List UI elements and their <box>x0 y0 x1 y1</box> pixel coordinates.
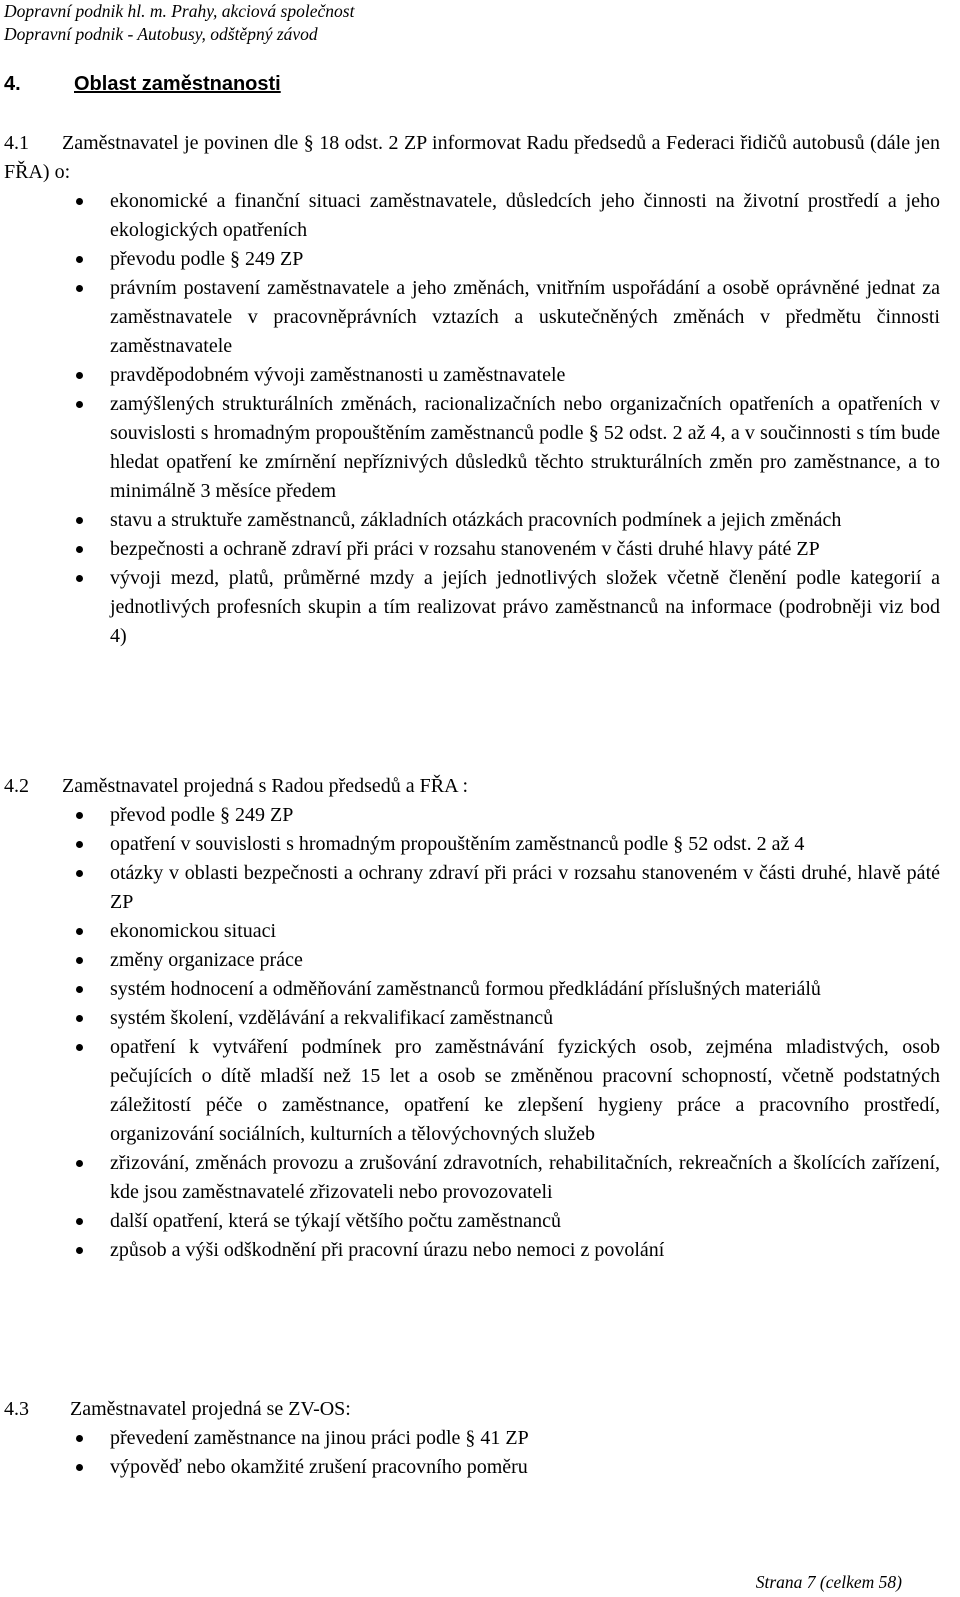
page-header <box>4 0 354 46</box>
subsection-4-1 <box>4 129 940 651</box>
list-item-text: zamýšlených strukturálních změnách, racionalizačních nebo organizačních opatřeních a opatřeních v souvislosti s hromadným propouštěním zaměstnanců podle § 52 odst. 2 až 4, a v součinnosti s tím bude hledat opatření ke zmírnění nepříznivých důsledků těchto strukturálních změn pro zaměstnance, a to minimálně 3 měsíce předem <box>110 393 940 502</box>
list-item <box>4 274 940 361</box>
header-company: Dopravní podnik hl. m. Prahy, akciová společnost <box>4 1 355 21</box>
list-item-text: převedení zaměstnance na jinou práci podle § 41 ZP <box>110 1427 529 1449</box>
bullet-icon <box>76 1218 83 1225</box>
list-item <box>4 1236 940 1265</box>
list-item-text: další opatření, která se týkají většího počtu zaměstnanců <box>110 1210 561 1232</box>
list-item-text: otázky v oblasti bezpečnosti a ochrany zdraví při práci v rozsahu stanoveném v části druhé, hlavě páté ZP <box>110 862 940 913</box>
bullet-icon <box>76 1247 83 1254</box>
list-item <box>4 506 940 535</box>
bullet-list <box>4 1424 940 1482</box>
bullet-icon <box>76 256 83 263</box>
list-item-text: opatření k vytváření podmínek pro zaměstnávání fyzických osob, zejména mladistvých, osob pečujících o dítě mladší než 15 let a osob se změněnou pracovní schopností, včetně podstatných záležitostí péče o zaměstnance, opatření ke zlepšení hygieny práce a pracovního prostředí, organizování sociálních, kulturních a tělovýchovných služeb <box>110 1036 940 1145</box>
bullet-icon <box>76 957 83 964</box>
list-item <box>4 245 940 274</box>
list-item <box>4 830 940 859</box>
bullet-list <box>4 187 940 651</box>
bullet-icon <box>76 1044 83 1051</box>
subsection-text: Zaměstnavatel projedná se ZV-OS: <box>70 1398 351 1420</box>
subsection-number: 4.1 <box>4 132 29 154</box>
subsection-heading <box>4 1395 940 1424</box>
section-number: 4. <box>4 73 21 95</box>
bullet-icon <box>76 285 83 292</box>
section-heading <box>4 71 281 97</box>
list-item <box>4 187 940 245</box>
subsection-4-2 <box>4 772 940 1265</box>
list-item-text: opatření v souvislosti s hromadným propouštěním zaměstnanců podle § 52 odst. 2 až 4 <box>110 833 805 855</box>
list-item <box>4 390 940 506</box>
bullet-icon <box>76 1435 83 1442</box>
bullet-icon <box>76 575 83 582</box>
bullet-icon <box>76 812 83 819</box>
list-item-text: zřizování, změnách provozu a zrušování zdravotních, rehabilitačních, rekreačních a školících zařízení, kde jsou zaměstnavatelé zřizovateli nebo provozovateli <box>110 1152 940 1203</box>
list-item <box>4 975 940 1004</box>
subsection-number: 4.2 <box>4 775 29 797</box>
list-item-text: způsob a výši odškodnění při pracovní úrazu nebo nemoci z povolání <box>110 1239 665 1261</box>
list-item <box>4 1149 940 1207</box>
bullet-icon <box>76 986 83 993</box>
list-item <box>4 1207 940 1236</box>
header-division: Dopravní podnik - Autobusy, odštěpný závod <box>4 24 318 44</box>
list-item-text: systém hodnocení a odměňování zaměstnanců formou předkládání příslušných materiálů <box>110 978 821 1000</box>
bullet-icon <box>76 401 83 408</box>
subsection-text: Zaměstnavatel projedná s Radou předsedů a FŘA : <box>62 775 469 797</box>
list-item-text: výpověď nebo okamžité zrušení pracovního poměru <box>110 1456 528 1478</box>
list-item <box>4 361 940 390</box>
bullet-icon <box>76 870 83 877</box>
subsection-4-3 <box>4 1395 940 1482</box>
list-item <box>4 1004 940 1033</box>
subsection-heading <box>4 772 940 801</box>
bullet-icon <box>76 372 83 379</box>
bullet-icon <box>76 198 83 205</box>
bullet-icon <box>76 1464 83 1471</box>
bullet-icon <box>76 841 83 848</box>
list-item-text: vývoji mezd, platů, průměrné mzdy a jejích jednotlivých složek včetně členění podle kategorií a jednotlivých profesních skupin a tím realizovat právo zaměstnanců na informace (podrobněji viz bod 4) <box>110 567 940 647</box>
bullet-icon <box>76 928 83 935</box>
list-item <box>4 564 940 651</box>
list-item <box>4 1033 940 1149</box>
list-item <box>4 1453 940 1482</box>
bullet-icon <box>76 1015 83 1022</box>
list-item-text: převodu podle § 249 ZP <box>110 248 304 270</box>
list-item-text: systém školení, vzdělávání a rekvalifikací zaměstnanců <box>110 1007 554 1029</box>
subsection-text: Zaměstnavatel je povinen dle § 18 odst. 2 ZP informovat Radu předsedů a Federaci řidičů autobusů (dále jen FŘA) o: <box>4 132 940 183</box>
list-item <box>4 801 940 830</box>
list-item-text: převod podle § 249 ZP <box>110 804 294 826</box>
bullet-list <box>4 801 940 1265</box>
list-item-text: ekonomické a finanční situaci zaměstnavatele, důsledcích jeho činnosti na životní prostředí a jeho ekologických opatřeních <box>110 190 940 241</box>
bullet-icon <box>76 1160 83 1167</box>
section-title: Oblast zaměstnanosti <box>74 73 281 95</box>
list-item <box>4 859 940 917</box>
list-item-text: stavu a struktuře zaměstnanců, základních otázkách pracovních podmínek a jejich změnách <box>110 509 842 531</box>
list-item <box>4 1424 940 1453</box>
list-item-text: změny organizace práce <box>110 949 303 971</box>
list-item <box>4 946 940 975</box>
list-item-text: ekonomickou situaci <box>110 920 277 942</box>
list-item-text: pravděpodobném vývoji zaměstnanosti u zaměstnavatele <box>110 364 566 386</box>
bullet-icon <box>76 546 83 553</box>
list-item <box>4 535 940 564</box>
list-item-text: právním postavení zaměstnavatele a jeho změnách, vnitřním uspořádání a osobě oprávněné jednat za zaměstnavatele v pracovněprávních vztazích a uskutečněných změnách v předmětu činnosti zaměstnavatele <box>110 277 940 357</box>
list-item-text: bezpečnosti a ochraně zdraví při práci v rozsahu stanoveném v části druhé hlavy páté ZP <box>110 538 820 560</box>
subsection-number: 4.3 <box>4 1398 29 1420</box>
page-footer: Strana 7 (celkem 58) <box>755 1572 902 1592</box>
list-item <box>4 917 940 946</box>
subsection-heading <box>4 129 940 187</box>
bullet-icon <box>76 517 83 524</box>
